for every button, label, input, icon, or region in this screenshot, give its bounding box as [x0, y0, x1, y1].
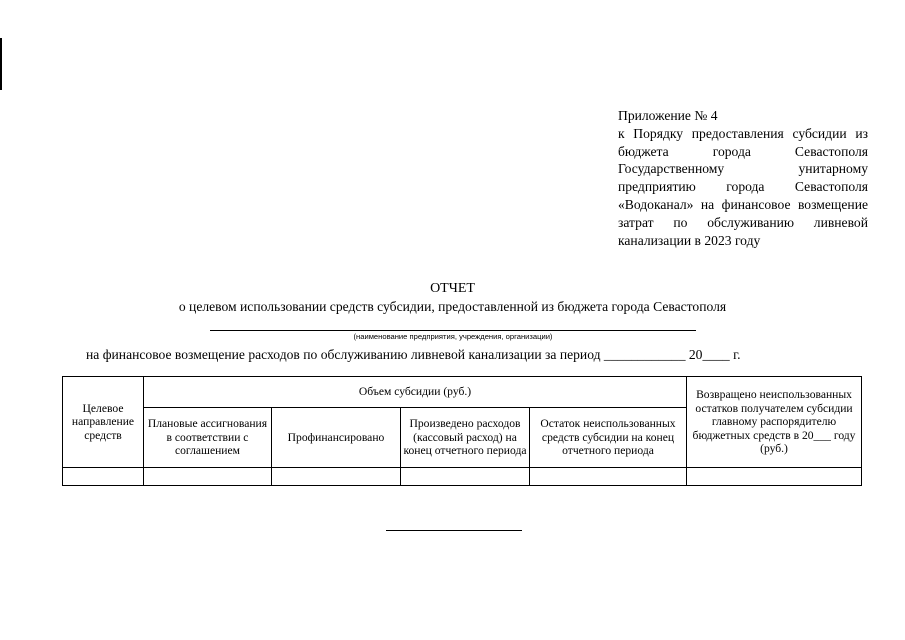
report-title: ОТЧЕТ	[430, 281, 475, 296]
period-line: на финансовое возмещение расходов по обслуживанию ливневой канализации за период ____________ 20____ г.	[86, 347, 741, 362]
table-cell	[687, 468, 862, 486]
table-cell	[63, 468, 144, 486]
table-row	[63, 468, 862, 486]
scan-edge-mark	[0, 38, 2, 90]
header-subsidy-volume: Объем субсидии (руб.)	[144, 377, 687, 408]
table-cell	[272, 468, 401, 486]
table-cell	[144, 468, 272, 486]
header-financed: Профинансировано	[272, 408, 401, 468]
table-cell	[401, 468, 530, 486]
header-returned: Возвращено неиспользованных остатков получателем субсидии главному распорядителю бюджетных средств в 20___ году (руб.)	[687, 377, 862, 468]
org-name-line	[210, 330, 696, 331]
appendix-title: Приложение № 4	[618, 108, 718, 123]
header-remainder: Остаток неиспользованных средств субсидии на конец отчетного периода	[530, 408, 687, 468]
report-subtitle: о целевом использовании средств субсидии, предоставленной из бюджета города Севастополя	[178, 299, 727, 314]
header-spent: Произведено расходов (кассовый расход) на конец отчетного периода	[401, 408, 530, 468]
subsidy-table	[62, 376, 862, 486]
footer-separator-line	[386, 530, 522, 531]
org-name-caption: (наименование предприятия, учреждения, организации)	[353, 332, 553, 341]
table-cell	[530, 468, 687, 486]
appendix-block	[618, 107, 868, 249]
header-purpose: Целевое направление средств	[63, 377, 144, 468]
table-header-row	[63, 377, 862, 408]
header-planned: Плановые ассигнования в соответствии с соглашением	[144, 408, 272, 468]
appendix-text: к Порядку предоставления субсидии из бюджета города Севастополя Государственному унитарному предприятию города Севастополя «Водоканал» на финансовое возмещение затрат по обслуживанию ливневой канализации в 2023 году	[618, 125, 868, 248]
